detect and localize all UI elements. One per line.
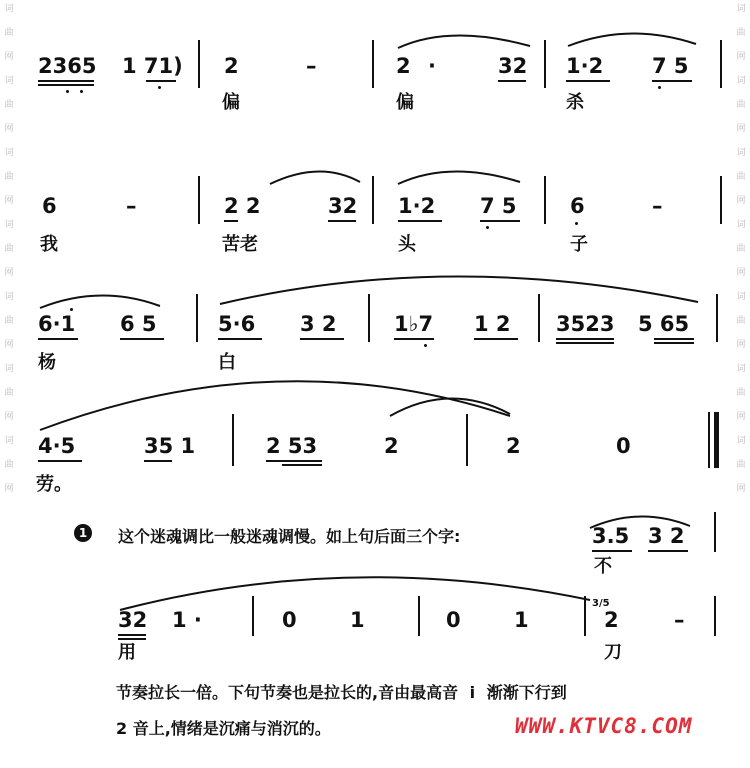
underline	[38, 84, 94, 86]
rest: 0	[616, 434, 631, 458]
note-group: 1·2	[566, 54, 604, 78]
low-dot	[424, 344, 427, 347]
low-dot	[66, 90, 69, 93]
barline	[720, 40, 722, 88]
low-dot	[158, 86, 161, 89]
barline	[544, 176, 546, 224]
barline	[584, 596, 586, 636]
barline	[198, 176, 200, 224]
note: 6	[570, 194, 585, 218]
ex-dash: –	[674, 608, 685, 632]
barline	[368, 294, 370, 342]
barline	[544, 40, 546, 88]
lyric: 苦老	[222, 234, 258, 255]
low-dot	[80, 90, 83, 93]
underline	[556, 338, 614, 340]
lyric: 杨	[38, 352, 56, 373]
note-group: 32	[498, 54, 528, 78]
note-group: 5 65	[638, 312, 690, 336]
note-group: 3523	[556, 312, 615, 336]
footnote-line-2: 节奏拉长一倍。下句节奏也是拉长的,音由最高音 i 渐渐下行到	[116, 683, 567, 702]
note-group: 32	[328, 194, 358, 218]
underline	[654, 338, 694, 340]
note-group: 7 5	[480, 194, 517, 218]
grace-note: 3/5	[592, 598, 610, 609]
ex-note: 1	[514, 608, 529, 632]
underline	[480, 220, 520, 222]
dash: –	[652, 194, 663, 218]
note-group: 5·6	[218, 312, 256, 336]
underline	[300, 338, 344, 340]
inline-note-group: 3 2	[648, 524, 685, 548]
dot-ext: ·	[428, 54, 436, 78]
high-dot	[70, 308, 73, 311]
note-group: 4·5	[38, 434, 76, 458]
lyric: 偏	[222, 92, 240, 113]
barline	[538, 294, 540, 342]
underline	[652, 80, 692, 82]
underline	[38, 80, 94, 82]
note-group: 3 2	[300, 312, 337, 336]
lyric: 劳。	[36, 474, 72, 495]
underline	[218, 338, 262, 340]
underline	[394, 338, 434, 340]
final-barline-thin	[708, 412, 710, 468]
barline	[232, 414, 234, 466]
lyric: 我	[40, 234, 58, 255]
footnote-marker: 1	[74, 524, 92, 542]
underline	[556, 342, 614, 344]
watermark-right: 词 曲 网 词 曲 网 词 曲 网 词 曲 网 词 曲 网 词 曲 网 词 曲 网	[736, 4, 746, 494]
underline	[592, 550, 632, 552]
note-group: 1·2	[398, 194, 436, 218]
low-dot	[486, 226, 489, 229]
inline-note-group: 3.5	[592, 524, 630, 548]
underline	[266, 460, 322, 462]
underline	[224, 220, 238, 222]
note-group: 6·1	[38, 312, 76, 336]
lyric: 子	[570, 234, 588, 255]
ex-note: 1	[350, 608, 365, 632]
note-group: 1 71)	[122, 54, 183, 78]
ex-note: 2	[604, 608, 619, 632]
ex-lyric: 用	[118, 642, 136, 663]
ex-rest: 0	[446, 608, 461, 632]
note-group: 35 1	[144, 434, 196, 458]
underline	[120, 338, 164, 340]
dash: –	[306, 54, 317, 78]
barline	[714, 512, 716, 552]
note-group: 2 2	[224, 194, 261, 218]
ex-note: 1 ·	[172, 608, 202, 632]
note: 2	[506, 434, 521, 458]
site-logo: WWW.KTVC8.COM	[515, 714, 693, 738]
barline	[714, 596, 716, 636]
note-group: 1 2	[474, 312, 511, 336]
underline	[328, 220, 356, 222]
underline	[144, 460, 172, 462]
barline	[720, 176, 722, 224]
barline	[198, 40, 200, 88]
low-dot	[575, 222, 578, 225]
underline	[566, 80, 610, 82]
barline	[466, 414, 468, 466]
barline	[418, 596, 420, 636]
underline	[498, 80, 526, 82]
footnote-line-3: 2 音上,情绪是沉痛与消沉的。	[116, 719, 331, 738]
note-group: 2 53	[266, 434, 318, 458]
lyric: 头	[398, 234, 416, 255]
low-dot	[658, 86, 661, 89]
barline	[372, 176, 374, 224]
note-group: 7 5	[652, 54, 689, 78]
underline	[648, 550, 688, 552]
barline	[372, 40, 374, 88]
note: 6	[42, 194, 57, 218]
lyric: 杀	[566, 92, 584, 113]
underline	[282, 464, 322, 466]
note-group: 2365	[38, 54, 97, 78]
note-group: 6 5	[120, 312, 157, 336]
ex-rest: 0	[282, 608, 297, 632]
underline	[398, 220, 442, 222]
ex-lyric: 刀	[604, 642, 622, 663]
underline	[118, 634, 146, 636]
note: 2	[396, 54, 411, 78]
footnote-line-1: 这个迷魂调比一般迷魂调慢。如上句后面三个字:	[118, 527, 461, 546]
high-note: i	[469, 683, 476, 702]
dash: –	[126, 194, 137, 218]
underline	[118, 638, 146, 640]
note: 2	[384, 434, 399, 458]
barline	[196, 294, 198, 342]
final-barline-thick	[714, 412, 719, 468]
barline	[252, 596, 254, 636]
underline	[654, 342, 694, 344]
underline	[146, 80, 176, 82]
lyric: 偏	[396, 92, 414, 113]
lyric: 白	[218, 352, 236, 373]
note: 2	[224, 54, 239, 78]
note-group: 1♭7	[394, 312, 434, 336]
ex-note-group: 32	[118, 608, 148, 632]
underline	[38, 338, 78, 340]
watermark-left: 词 曲 网 词 曲 网 词 曲 网 词 曲 网 词 曲 网 词 曲 网 词 曲 网	[4, 4, 14, 494]
underline	[38, 460, 82, 462]
inline-lyric: 不	[594, 556, 612, 577]
underline	[474, 338, 518, 340]
barline	[716, 294, 718, 342]
